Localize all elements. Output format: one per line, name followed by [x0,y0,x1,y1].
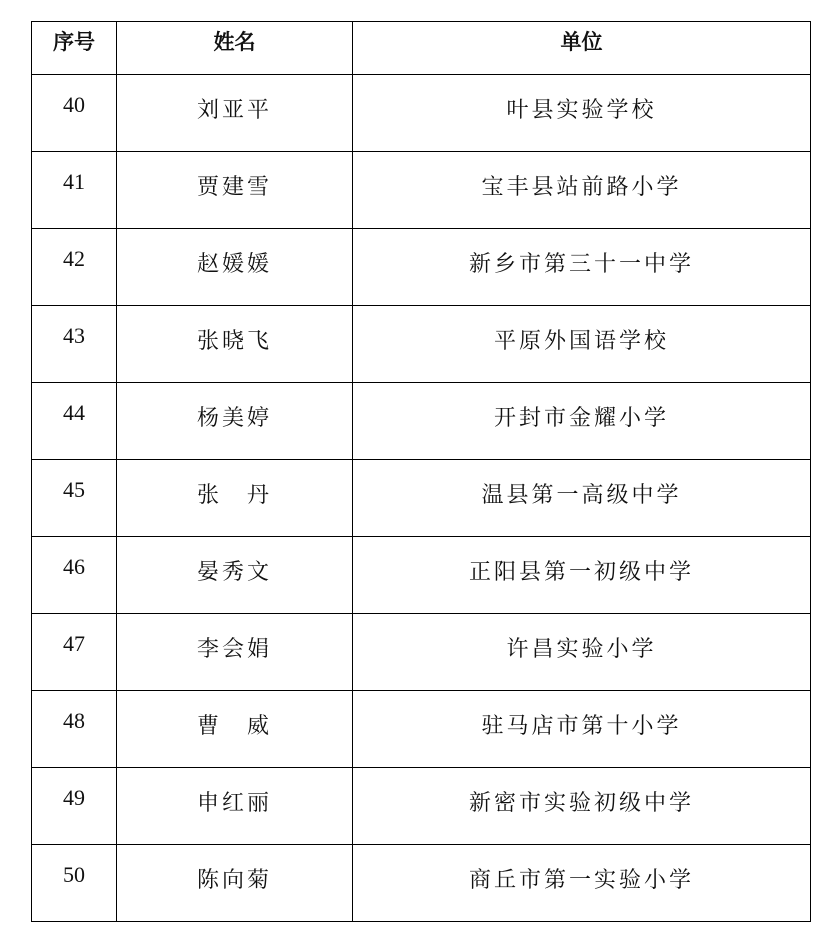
header-row [32,22,811,75]
table-row [32,152,811,229]
cell-name: 张 丹 [117,460,353,537]
cell-unit: 开封市金耀小学 [353,383,811,460]
cell-unit: 叶县实验学校 [353,75,811,152]
table-row [32,75,811,152]
cell-name: 张晓飞 [117,306,353,383]
cell-number: 43 [32,306,117,383]
cell-number: 50 [32,845,117,922]
cell-number: 48 [32,691,117,768]
cell-unit: 新乡市第三十一中学 [353,229,811,306]
cell-unit: 新密市实验初级中学 [353,768,811,845]
cell-number: 49 [32,768,117,845]
table-row [32,229,811,306]
table-row [32,306,811,383]
header-unit: 单位 [353,22,811,75]
cell-name: 赵媛媛 [117,229,353,306]
table-row [32,460,811,537]
cell-number: 46 [32,537,117,614]
cell-unit: 商丘市第一实验小学 [353,845,811,922]
cell-name: 陈向菊 [117,845,353,922]
cell-number: 41 [32,152,117,229]
table-row [32,537,811,614]
header-name: 姓名 [117,22,353,75]
cell-unit: 宝丰县站前路小学 [353,152,811,229]
table-row [32,845,811,922]
cell-number: 45 [32,460,117,537]
cell-number: 44 [32,383,117,460]
cell-name: 曹 威 [117,691,353,768]
cell-name: 杨美婷 [117,383,353,460]
cell-name: 申红丽 [117,768,353,845]
table-row [32,768,811,845]
cell-name: 晏秀文 [117,537,353,614]
header-number: 序号 [32,22,117,75]
cell-number: 47 [32,614,117,691]
cell-unit: 温县第一高级中学 [353,460,811,537]
cell-number: 40 [32,75,117,152]
cell-name: 李会娟 [117,614,353,691]
table-row [32,383,811,460]
cell-unit: 驻马店市第十小学 [353,691,811,768]
roster-table [31,21,811,922]
cell-number: 42 [32,229,117,306]
cell-name: 贾建雪 [117,152,353,229]
cell-unit: 许昌实验小学 [353,614,811,691]
table-row [32,614,811,691]
cell-unit: 平原外国语学校 [353,306,811,383]
cell-name: 刘亚平 [117,75,353,152]
table-row [32,691,811,768]
cell-unit: 正阳县第一初级中学 [353,537,811,614]
